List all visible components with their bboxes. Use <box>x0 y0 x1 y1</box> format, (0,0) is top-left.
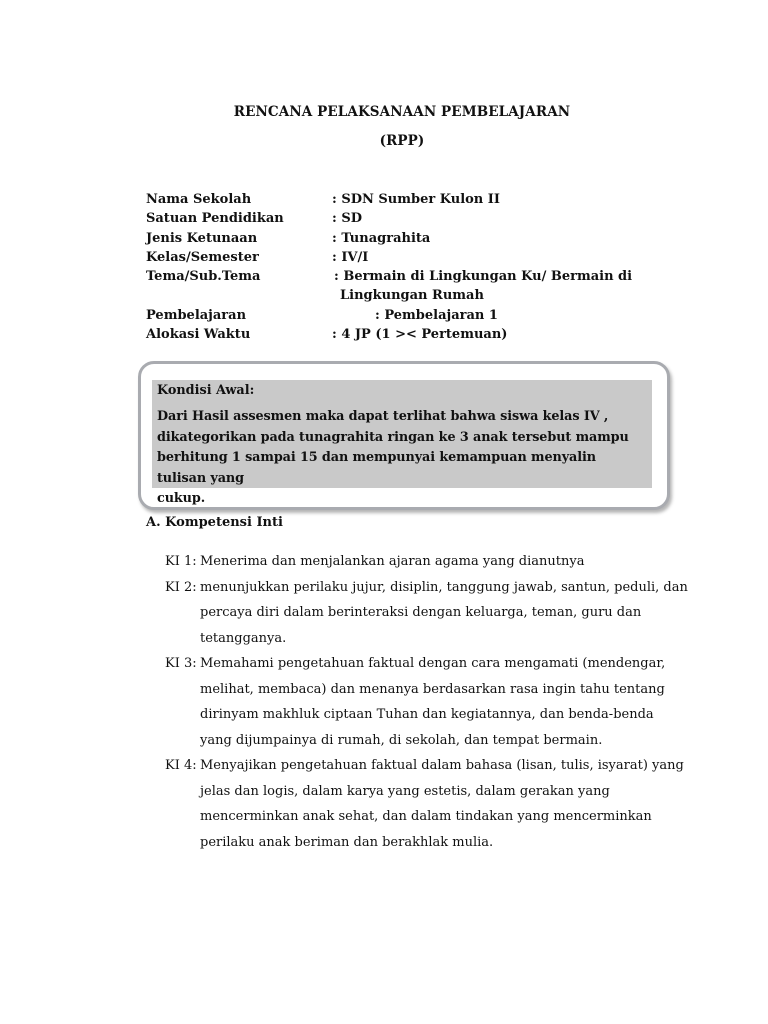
identity-label: Nama Sekolah <box>146 192 252 207</box>
identity-row-alokasi <box>146 325 646 344</box>
identity-label: Alokasi Waktu <box>146 327 251 343</box>
ki-label: KI 3: <box>165 656 197 671</box>
kompetensi-inti-list <box>165 549 688 855</box>
ki-text-line: jelas dan logis, dalam karya yang estetis, dalam gerakan yang <box>200 783 610 799</box>
kondisi-awal-title: Kondisi Awal: <box>157 383 255 398</box>
identity-row-satuan <box>146 209 646 228</box>
identity-row-pembelajaran <box>146 306 646 325</box>
identity-block <box>146 190 646 344</box>
identity-value: : Tunagrahita <box>332 230 431 246</box>
ki-text-line: Memahami pengetahuan faktual dengan cara mengamati (mendengar, <box>200 656 666 671</box>
ki-text-line: menunjukkan perilaku jujur, disiplin, tanggung jawab, santun, peduli, dan <box>200 579 688 595</box>
identity-value: : SD <box>332 211 362 227</box>
ki-text-line: mencerminkan anak sehat, dan dalam tindakan yang mencerminkan <box>200 809 652 824</box>
ki-text-line: yang dijumpainya di rumah, di sekolah, dan tempat bermain. <box>200 732 603 748</box>
identity-row-sekolah <box>146 190 646 209</box>
kondisi-awal-line: cukup. <box>157 491 206 507</box>
identity-label: Jenis Ketunaan <box>146 230 258 246</box>
section-heading-kompetensi-inti: A. Kompetensi Inti <box>146 515 283 530</box>
ki-text-line: Menyajikan pengetahuan faktual dalam bahasa (lisan, tulis, isyarat) yang <box>200 758 684 773</box>
ki-item-2 <box>165 575 688 652</box>
ki-label: KI 2: <box>165 579 197 595</box>
identity-value: : IV/I <box>332 249 369 265</box>
identity-row-tema <box>146 267 646 306</box>
ki-item-1 <box>165 549 665 575</box>
kondisi-awal-line: dikategorikan pada tunagrahita ringan ke 3 anak tersebut mampu <box>157 429 629 445</box>
ki-label: KI 1: <box>165 554 197 569</box>
identity-value: : Pembelajaran 1 <box>375 307 498 323</box>
ki-text-line: Menerima dan menjalankan ajaran agama yang dianutnya <box>200 554 585 569</box>
identity-value-continued: Lingkungan Rumah <box>340 288 484 304</box>
document-title: RENCANA PELAKSANAAN PEMBELAJARAN <box>233 104 571 120</box>
ki-text-line: melihat, membaca) dan menanya berdasarkan rasa ingin tahu tentang <box>200 681 665 697</box>
ki-label: KI 4: <box>165 758 197 773</box>
kondisi-awal-box <box>152 380 652 507</box>
ki-text-line: percaya diri dalam berinteraksi dengan keluarga, teman, guru dan <box>200 605 642 620</box>
ki-item-3 <box>165 651 665 753</box>
kondisi-awal-text <box>157 407 648 510</box>
identity-label: Pembelajaran <box>146 307 247 323</box>
document-subtitle: (RPP) <box>379 133 425 149</box>
identity-row-ketunaan <box>146 229 646 248</box>
kondisi-awal-line: Dari Hasil assesmen maka dapat terlihat bahwa siswa kelas IV , <box>157 409 609 424</box>
identity-label: Satuan Pendidikan <box>146 211 284 227</box>
ki-item-4 <box>165 753 684 855</box>
identity-label: Kelas/Semester <box>146 249 259 265</box>
ki-text-line: tetangganya. <box>200 630 287 646</box>
identity-label: Tema/Sub.Tema <box>146 269 261 285</box>
kondisi-awal-line: berhitung 1 sampai 15 dan mempunyai kemampuan menyalin tulisan yang <box>157 450 596 486</box>
identity-value: : 4 JP (1 >< Pertemuan) <box>332 327 508 343</box>
identity-row-kelas <box>146 248 646 267</box>
identity-value: : SDN Sumber Kulon II <box>332 192 500 207</box>
ki-text-line: dirinyam makhluk ciptaan Tuhan dan kegiatannya, dan benda-benda <box>200 707 654 722</box>
identity-value: : Bermain di Lingkungan Ku/ Bermain di <box>334 269 633 285</box>
ki-text-line: perilaku anak beriman dan berakhlak mulia. <box>200 834 494 850</box>
